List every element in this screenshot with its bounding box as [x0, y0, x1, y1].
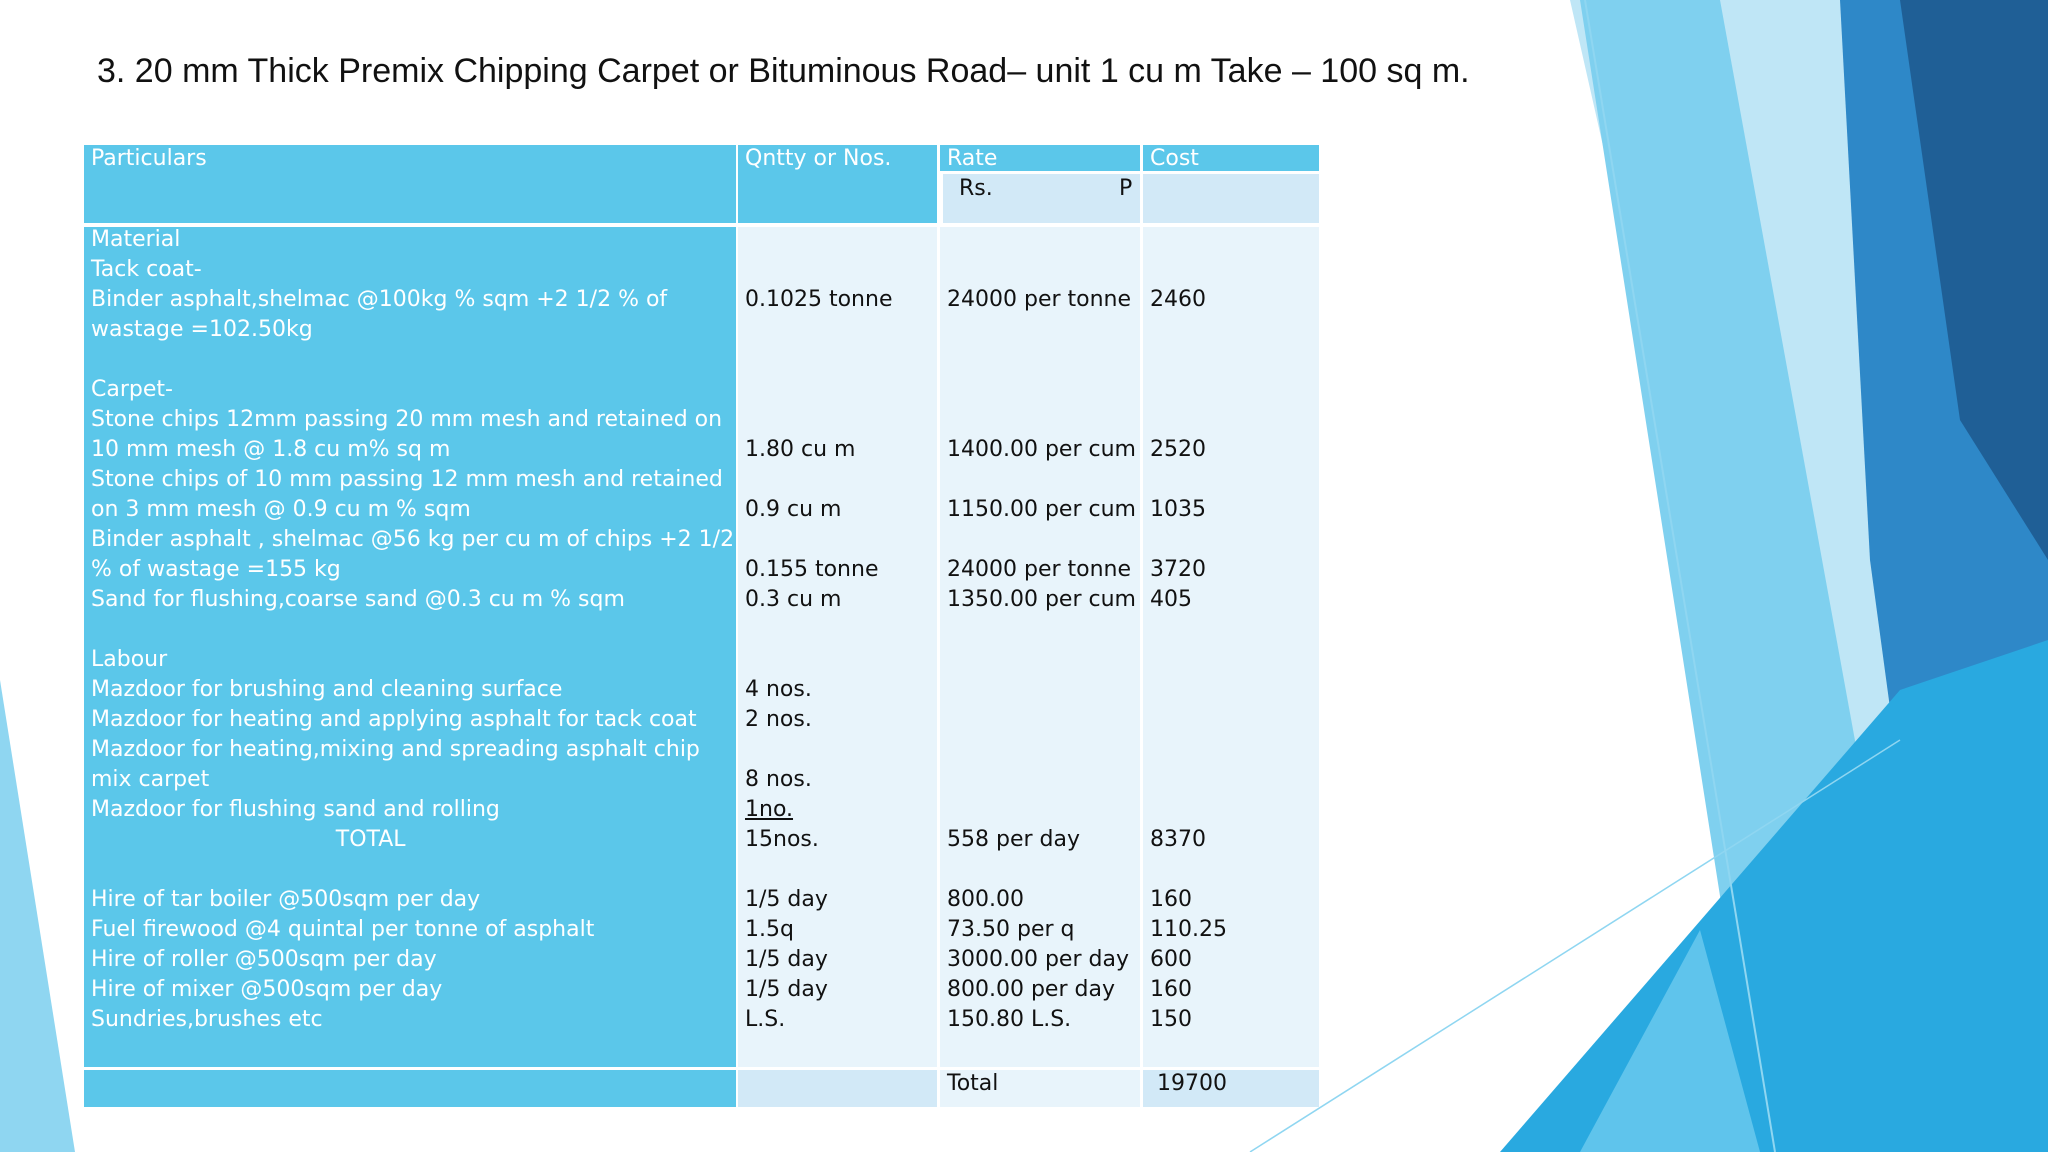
particulars-line: Mazdoor for brushing and cleaning surface: [91, 677, 563, 702]
header-rate-rs: Rs.: [959, 176, 993, 201]
particulars-line: Binder asphalt,shelmac @100kg % sqm +2 1/2 % of: [91, 287, 668, 312]
footer-total-label: Total: [947, 1071, 999, 1096]
rate-value: 1400.00 per cum: [947, 437, 1136, 462]
qty-value: 8 nos.: [745, 767, 812, 792]
rate-value: 800.00: [947, 887, 1024, 912]
qty-value: 0.1025 tonne: [745, 287, 893, 312]
particulars-line: Mazdoor for flushing sand and rolling: [91, 797, 500, 822]
qty-value: 1.5q: [745, 917, 794, 942]
cost-value: 405: [1150, 587, 1192, 612]
qty-value: 1/5 day: [745, 947, 828, 972]
particulars-line: Labour: [91, 647, 168, 672]
footer-total-value: 19700: [1157, 1071, 1227, 1096]
rate-value: 24000 per tonne: [947, 557, 1132, 582]
header-rate-p: P: [1119, 176, 1133, 201]
particulars-line: TOTAL: [91, 827, 406, 852]
footer-qty-cell: [738, 1070, 937, 1107]
qty-value: 0.3 cu m: [745, 587, 842, 612]
rate-value: 1350.00 per cum: [947, 587, 1136, 612]
particulars-line: Hire of mixer @500sqm per day: [91, 977, 443, 1002]
qty-value: 15nos.: [745, 827, 819, 852]
particulars-line: Stone chips of 10 mm passing 12 mm mesh and retained: [91, 467, 723, 492]
qty-value: 1no.: [745, 797, 794, 822]
particulars-line: wastage =102.50kg: [91, 317, 313, 342]
particulars-line: Hire of roller @500sqm per day: [91, 947, 437, 972]
cost-value: 110.25: [1150, 917, 1227, 942]
header-particulars: Particulars: [91, 146, 207, 171]
particulars-line: Material: [91, 227, 181, 252]
rate-value: 150.80 L.S.: [947, 1007, 1072, 1032]
cost-value: 2520: [1150, 437, 1206, 462]
cost-value: 150: [1150, 1007, 1192, 1032]
cost-value: 3720: [1150, 557, 1206, 582]
cost-value: 160: [1150, 887, 1192, 912]
rate-value: 3000.00 per day: [947, 947, 1129, 972]
qty-value: 0.9 cu m: [745, 497, 842, 522]
header-rate: Rate: [947, 146, 998, 171]
particulars-line: Sundries,brushes etc: [91, 1007, 323, 1032]
particulars-line: Mazdoor for heating and applying asphalt for tack coat: [91, 707, 697, 732]
qty-value: 0.155 tonne: [745, 557, 879, 582]
particulars-line: Binder asphalt , shelmac @56 kg per cu m of chips +2 1/2: [91, 527, 735, 552]
particulars-line: 10 mm mesh @ 1.8 cu m% sq m: [91, 437, 451, 462]
particulars-line: Hire of tar boiler @500sqm per day: [91, 887, 481, 912]
rate-value: 1150.00 per cum: [947, 497, 1136, 522]
rate-value: 800.00 per day: [947, 977, 1115, 1002]
particulars-line: Sand for flushing,coarse sand @0.3 cu m % sqm: [91, 587, 625, 612]
rate-value: 24000 per tonne: [947, 287, 1132, 312]
qty-value: 1.80 cu m: [745, 437, 856, 462]
rate-value: 558 per day: [947, 827, 1080, 852]
cost-value: 8370: [1150, 827, 1206, 852]
particulars-line: Carpet-: [91, 377, 173, 402]
particulars-line: Fuel firewood @4 quintal per tonne of asphalt: [91, 917, 595, 942]
qty-value: 1/5 day: [745, 887, 828, 912]
particulars-line: on 3 mm mesh @ 0.9 cu m % sqm: [91, 497, 471, 522]
particulars-line: mix carpet: [91, 767, 210, 792]
qty-value: 4 nos.: [745, 677, 812, 702]
particulars-line: Stone chips 12mm passing 20 mm mesh and retained on: [91, 407, 723, 432]
qty-value: 1/5 day: [745, 977, 828, 1002]
qty-value: 2 nos.: [745, 707, 812, 732]
page-title: 3. 20 mm Thick Premix Chipping Carpet or Bituminous Road– unit 1 cu m Take – 100 sq m.: [97, 52, 1470, 90]
particulars-line: Tack coat-: [91, 257, 202, 282]
qty-value: L.S.: [745, 1007, 786, 1032]
footer-particulars-cell: [84, 1070, 736, 1107]
header-cost: Cost: [1150, 146, 1199, 171]
particulars-line: Mazdoor for heating,mixing and spreading asphalt chip: [91, 737, 700, 762]
header-qty: Qntty or Nos.: [745, 146, 892, 171]
decor-left-sliver: [0, 680, 75, 1152]
cost-value: 2460: [1150, 287, 1206, 312]
particulars-line: % of wastage =155 kg: [91, 557, 341, 582]
cost-value: 160: [1150, 977, 1192, 1002]
cost-value: 1035: [1150, 497, 1206, 522]
header-cost-sub-cell: [1143, 174, 1319, 223]
rate-value: 73.50 per q: [947, 917, 1075, 942]
cost-value: 600: [1150, 947, 1192, 972]
